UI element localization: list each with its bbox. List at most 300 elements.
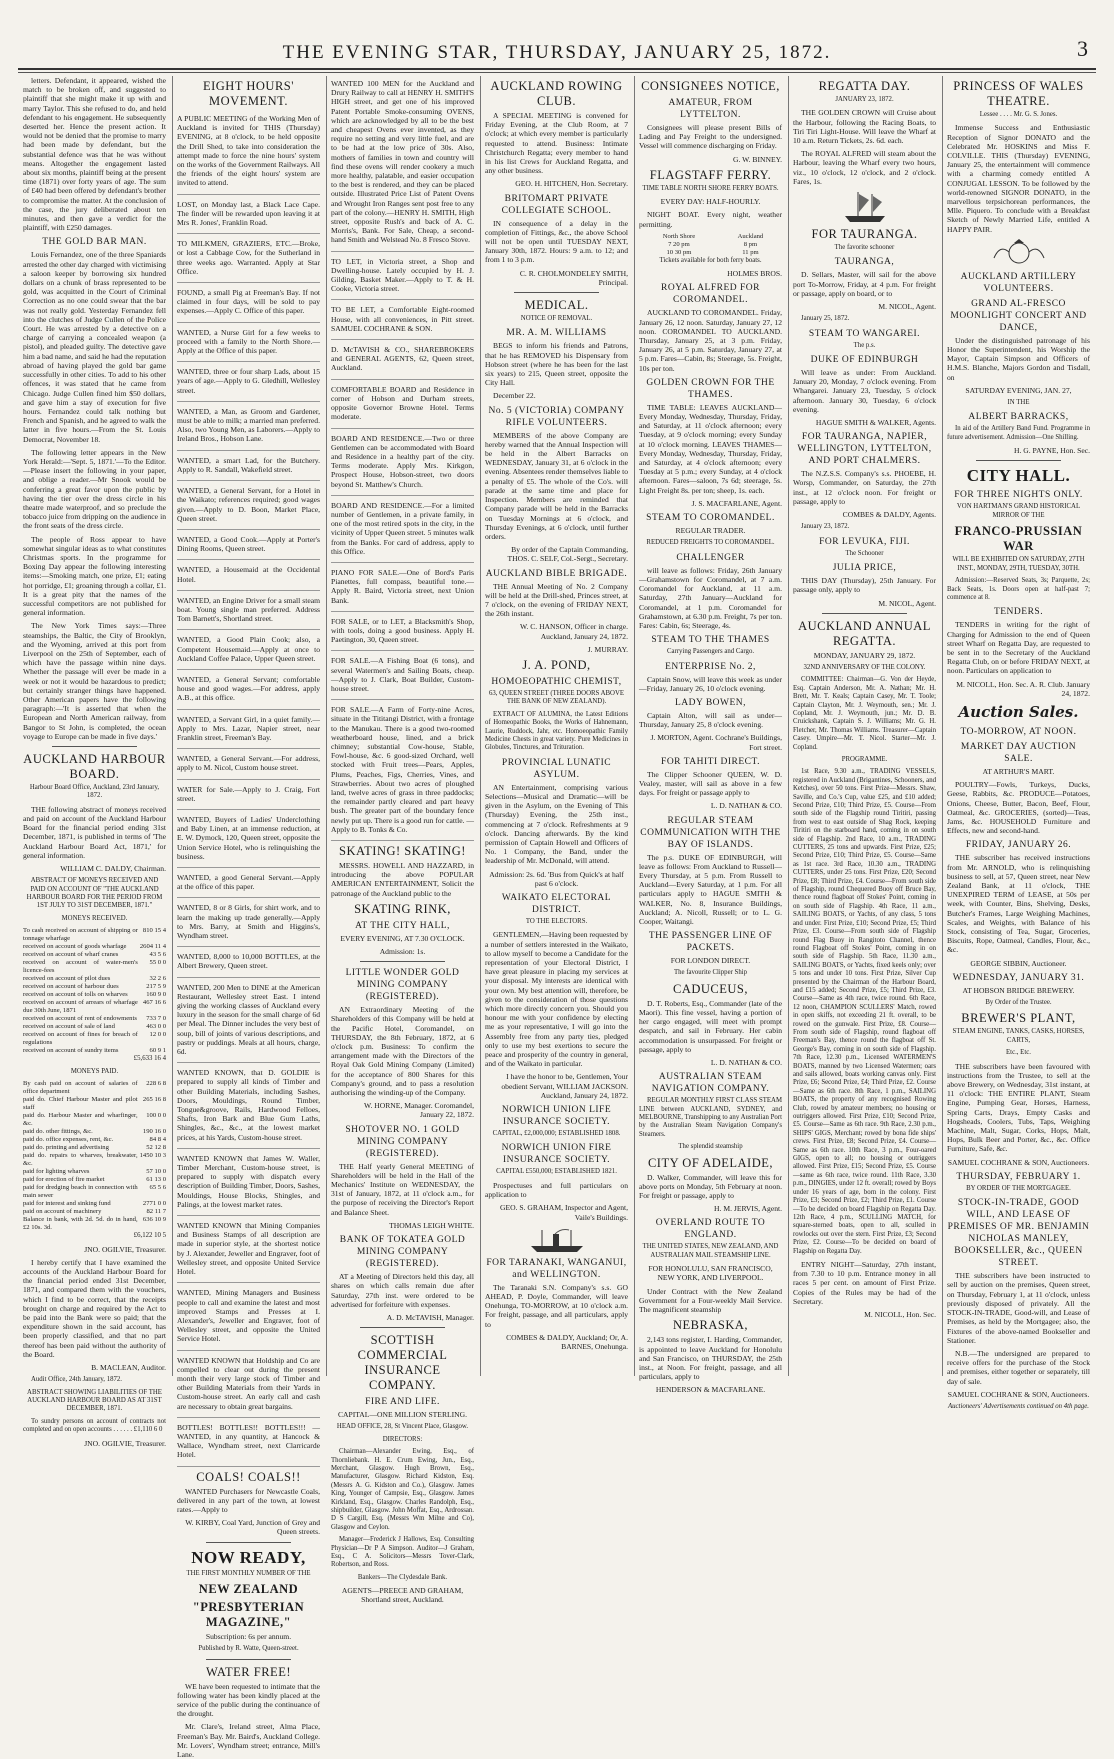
rowing-club-heading: AUCKLAND ROWING CLUB.: [490, 79, 623, 108]
nebraska-signature: HENDERSON & MACFARLANE.: [655, 1385, 766, 1395]
harbour-board-heading: AUCKLAND HARBOUR BOARD.: [23, 752, 166, 782]
coals-heading: COALS! COALS!!: [196, 1469, 301, 1484]
account-row: [23, 1208, 166, 1216]
account-item: received on account of tolls on wharves: [23, 991, 128, 999]
bay-of-islands-text: The p.s. DUKE OF EDINBURGH, will leave as follows: From Auckland to Russell—Every Thursday, at 5 p.m. From Russell to Auckland—Every Saturday, at 1 p.m. For all particulars apply to HAGUE SMITH & WALKER, No. 8, Insurance Buildings, Auckland; A. Nicoll, Russell; or to L. G. Cooper, Waitangi.: [639, 852, 782, 926]
julia-price-heading: JULIA PRICE,: [832, 563, 897, 574]
albert-barracks: ALBERT BARRACKS,: [968, 412, 1069, 423]
pond-subheading: HOMOEOPATHIC CHEMIST,: [491, 676, 622, 687]
classified-ad: [177, 812, 320, 868]
ferry-time: 8 pm: [743, 240, 758, 248]
account-amount: 82 11 7: [146, 1208, 166, 1216]
account-row: [23, 1176, 166, 1184]
artillery-signature: H. G. PAYNE, Hon. Sec.: [1013, 446, 1090, 456]
account-amount: 55 0 0: [149, 959, 166, 967]
entry-signature: M. NICOLL, Hon. Sec.: [864, 1309, 936, 1319]
overland-text: Under Contract with the New Zealand Government for a Four-weekly Mail Service. The magnificent steamship: [639, 1286, 782, 1315]
brewers-plant-heading: BREWER'S PLANT,: [961, 1011, 1076, 1026]
wangarei-heading: STEAM TO WANGAREI.: [808, 328, 921, 339]
shotover-heading: SHOTOVER NO. 1 GOLD MINING COMPANY (REGISTERED).: [345, 1124, 460, 1159]
classified-ad: [177, 712, 320, 750]
programme-races: 1st Race, 9.30 a.m., TRADING VESSELS, registered in Auckland (Brigantines, Schooners, and Ketches), over 50 tons. First Prize—Messrs. Shaw, Saville, and Co.'s Cup, value £25, and £10 added; Second Prize, £10; Third Prize, £5. Course—From south side of the Flagship round Tiritiri, passing from west to east outside of Shag Rock, keeping Tiritiri on the starboard hand, coming in on south side of Flagship. 2nd Race, 10 a.m., TRADING CUTTERS, 25 tons and upwards. First Prize, £25; Second Prize, £10; Third Prize, £5. Course—Same as 1st race. 3rd Race, 10.30 a.m., TRADING CUTTERS, under 25 tons. First Prize, £20; Second Prize, £8; Third Prize, £4. Course—From south side of Flagship, round Chequered Buoy off Bruce Bay, thence round flagboat off Stokes' Point, coming in on south side of Flagship. 4th Race, 11 a.m., SAILING BOATS, or Yachts, of any class, 5 tons and under. First Prize, £10; Second Prize, £5; Third Prize, £3. Course—From south side of Flagship round Flag Buoy in Rangitoto Channel, thence round Flagboat off Stokes' Point, coming in on south side of Flagship. 5th Race, 11.30 a.m., SAILING BOATS, or Yachts, fixed keels only; over 5 tons and under 10 tons. First Prize, Silver Cup presented by the Chairman of the Harbour Board, and £15 added; Second Prize, £5; Third Prize, £3. Course—Same as 4th race, twice round. 6th Race, 12 noon, CHAMPION SCULLERS' Match, rowed in open skiffs, not exceeding 21 ft. overall, to be rowed on the gunwale. First Prize, £8. Course—From south side of Flagship, round flagboat off Freeman's Bay, thence round the flagboat off St. George's Bay, coming in on south side of Flagship. 7th Race, 12.30 p.m., Licensed WATERMEN'S BOATS, manned by two Licensed Watermen; oars and sails allowed, boats working canvas only. First Prize, £6; Second Prize, £4; Third Prize, £2. Course—Same as 6th race. 8th Race, 1 p.m., SAILING BOATS, the property of any recognised Rowing Club, rowed by amateur members; no housing or outriggers allowed. First Prize, £10; Second Prize, £5. Course—Same as 6th race. 9th Race, 2.30 p.m., SHIPS' GIGS, Merchant; rowed by bona fide ships' crews. First Prize, £8; Second Prize, £4. Course—Same as 6th race. 10th Race, 3 p.m., Four-oared GIGS, open to all; no housing or outriggers allowed. First Prize, £15; Second Prize, £5. Course—same as 6th race, twice round. 11th Race, 3.30 p.m., DINGIES, under 12 ft. overall; rowed by Boys under 16 years of age, born in the colony. First Prize, £3; Second Prize, £2; Third Prize, £1. Course—To be decided on board Flagship on Regatta Day. 12th Race, 4 p.m., SCULLING MATCH, for square-sterned boats, open to all, sculled in rowlocks out over the stern. First Prize, £3; Second Prize, £2. Course—To be decided on board of Flagship on Regatta Day.: [793, 768, 936, 1255]
account-amount: 84 8 4: [149, 1136, 166, 1144]
classified-ad: [177, 562, 320, 590]
thursday-heading: THURSDAY, FEBRUARY 1.: [956, 1171, 1081, 1182]
publisher-text: Published by R. Watte, Queen-street.: [198, 1645, 299, 1653]
classified-ad-text: PIANO FOR SALE.—One of Bord's Paris Pianettes, full compass, beautiful tone.—Apply R. Baird, Victoria street, next Union Bank.: [331, 567, 474, 605]
caduceus-text: D. T. Roberts, Esq., Commander (late of the Maori). This fine vessel, having a portion of her cargo engaged, will meet with prompt despatch, and sail in February. Her cabin accommodation is unsurpassed. For freight or passage, apply to: [639, 998, 782, 1054]
wangarei-ship: DUKE OF EDINBURGH: [810, 355, 919, 366]
account-item: paid for interest and sinking fund: [23, 1200, 111, 1208]
shotover-text: THE Half yearly General MEETING of Shareholders will be held in the Hall of the Mechanics' Institute on WEDNESDAY, the 31st of January, 1872, at 11 o'clock a.m., for the purpose of receiving the Director's Report and Balance Sheet.: [331, 1161, 474, 1217]
classified-ad: [177, 532, 320, 560]
packets-heading: THE PASSENGER LINE OF PACKETS.: [648, 931, 773, 954]
eight-hours-heading: EIGHT HOURS' MOVEMENT.: [202, 79, 294, 108]
column-3: [328, 76, 477, 1605]
auction-sales-heading: Auction Sales.: [958, 702, 1079, 721]
account-amount: 61 13 0: [146, 1176, 166, 1184]
classified-ad-text: WANTED 100 MEN for the Auckland and Drury Railway to call at HENRY H. SMITH'S HIGH street, and get one of his improved Patent Portable Smoke-consuming OVENS, which are acknowledged by all to be the best and cheapest Ovens ever invented, as they require no setting and very little fuel, and are to be had at the low price of 30s. Also, mothers of families in town and country will find these ovens will render cookery a much more healthy, palatable, and easier occupation to the best is rendered, and they can be placed outside. Illustrated Price List of Patent Ovens and Wrought Iron Ranges sent post free to any part of the colony.—HENRY H. SMITH, High street, opposite Rush's and back of A. C. Morris's, Bank. For Sale, Cheap, a second-hand Smith and Welstead No. 8 Fresco Stove.: [331, 79, 474, 245]
by-order-trustee: By Order of the Trustee.: [985, 999, 1052, 1007]
account-amount: 463 0 0: [146, 1023, 166, 1031]
ferry-night-boat: NIGHT BOAT. Every night, weather permitting.: [639, 210, 782, 229]
classified-ad-text: WANTED, a Housemaid at the Occidental Hotel.: [177, 565, 320, 584]
account-item: received on account of water-men's licence-fees: [23, 959, 138, 975]
london-direct: FOR LONDON DIRECT.: [670, 956, 751, 966]
classified-ad-text: COMFORTABLE BOARD and Residence in corner of Hobson and Durham streets, opposite Governor Browne Hotel. Terms moderate.: [331, 384, 474, 422]
anniversary-text: 32ND ANNIVERSARY OF THE COLONY.: [803, 663, 926, 671]
account-amount: 60 9 1: [149, 1047, 166, 1055]
wednesday-heading: WEDNESDAY, JANUARY 31.: [952, 972, 1085, 983]
account-row: [23, 975, 166, 983]
pond-address: 63, QUEEN STREET (THREE DOORS ABOVE THE BANK OF NEW ZEALAND).: [488, 689, 625, 706]
classified-ad: [177, 870, 320, 898]
for-tauranga-napier-date: January 23, 1872.: [801, 523, 850, 531]
account-amount: 265 16 8: [142, 1096, 166, 1104]
masthead-rule-thin: [18, 72, 1096, 73]
account-row: [23, 1031, 166, 1047]
account-amount: 467 16 6: [142, 999, 166, 1007]
classified-ad: [177, 672, 320, 710]
ferry-time: 7 20 pm: [668, 240, 690, 248]
ferry-time: 11 pm: [742, 248, 759, 256]
account-item: Balance in bank, with 2d. 5d. do in hand, £2 10s. 3d.: [23, 1216, 138, 1232]
lady-bowen-text: Captain Alton, will sail as under—Thursday, January 25, 8 o'clock evening.: [639, 710, 782, 730]
water-free-text: WE have been requested to intimate that the following water has been kindly placed at the service of the public during the continuance of the drought.: [177, 1681, 320, 1719]
new-zealand-heading: NEW ZEALAND: [198, 1581, 299, 1596]
moneys-paid-table: [23, 1080, 166, 1232]
australian-steam-sub: REGULAR MONTHLY FIRST CLASS STEAM LINE between AUCKLAND, SYDNEY, and MELBOURNE, Transhipping to any Australian Port by the Australian Steam Navigation Company's Steamers.: [639, 1097, 782, 1138]
pond-text: EXTRACT OF ALUMINA, the Latest Editions of Homeopathic Books, the Works of Hahnemann, Laurie, Ruddock, Jahr, etc. Homoeopathic Family Medicine Chests in great variety. Pure Medicines in Globules, Tinctures, and Trituration.: [485, 710, 628, 752]
classified-ad: [331, 76, 474, 252]
harbour-board-office: Harbour Board Office, Auckland, 23rd January, 1872.: [29, 784, 160, 800]
section-rule: [206, 1542, 292, 1543]
classified-ad: [177, 900, 320, 947]
ferry-time: 10 30 pm: [666, 248, 692, 256]
account-amount: 160 9 0: [146, 991, 166, 999]
section-rule: [976, 460, 1062, 461]
classified-ad-text: WANTED KNOWN that Mining Companies and Business Stamps of all description are made in superior style, at the shortest notice by J. Alexander, Jeweller and Engraver, foot of Wellesley street, and opposite United Service Hotel.: [177, 1221, 320, 1277]
harbour-board-signature: WILLIAM C. DALDY, Chairman.: [60, 864, 166, 874]
tahiti-signature: L. D. NATHAN & CO.: [710, 801, 782, 811]
friday-sale-text: THE subscriber has received instructions from Mr. ARNOLD, who is relinquishing business to sell, at 57, Queen street, near New Zealand Bank, at 11 o'clock, THE UNEXPIRED TERM of LEASE, at 50s per week, with Counter, Bins, Shelving, Desks, Butcher's Frames, Large Weighing Machines, Scales, and Weights, with Balance of his Stock, consisting of Tea, Sugar, Groceries, Biscuits, Rope, Oatmeal, Candles, Flour, &c., &c.: [947, 853, 1090, 955]
medical-date: December 22.: [493, 391, 536, 401]
account-amount: 1450 10 3: [139, 1152, 166, 1160]
caduceus-heading: CADUCEUS,: [673, 981, 748, 996]
tokatea-signature: A. D. McTAVISH, Manager.: [386, 1312, 474, 1322]
account-row: [23, 1216, 166, 1232]
column-7: [944, 76, 1093, 1410]
account-row: [23, 999, 166, 1015]
tomorrow-at-noon: TO-MORROW, AT NOON.: [960, 726, 1077, 737]
account-row: [23, 1128, 166, 1136]
eight-hours-text: A PUBLIC MEETING of the Working Men of Auckland is invited for THIS (Thursday) EVENING, at 8 o'clock, to be held opposite the Drill Shed, to take into consideration the attempt made to force the nine hours' system on the works of the Government Railways. All the friends of the eight hours' system are invited to attend.: [177, 114, 320, 188]
classified-ad: [331, 653, 474, 700]
classified-ad-text: WANTED, Mining Managers and Business people to call and examine the latest and most improved Stamps and Presses at I. Alexander's, Jeweller and Engraver, foot of Wellesley street, and opposite the United Service Hotel.: [177, 1288, 320, 1344]
classified-ad-text: FOR SALE, or to LET, a Blacksmith's Shop, with tools, doing a good business. Apply H. Paetington, 30, Queen street.: [331, 616, 474, 645]
golden-crown-regatta-text: THE GOLDEN CROWN will Cruise about the Harbour, following the Racing Boats, to Tiri Tiri Light-House. Will leave the Wharf at 10 a.m. Return Tickets, 2s. 6d. each.: [793, 108, 936, 146]
tahiti-text: The Clipper Schooner QUEEN, W. D. Vealey, master, will sail as above in a few days. For freight or passage apply to: [639, 769, 782, 798]
account-row: [23, 1047, 166, 1055]
account-amount: 100 0 0: [146, 1112, 166, 1120]
little-wonder-heading: LITTLE WONDER GOLD MINING COMPANY (REGISTERED).: [345, 968, 460, 1003]
moneys-paid-heading: MONEYS PAID.: [70, 1067, 119, 1075]
account-item: received on account of sale of land: [23, 1023, 115, 1031]
account-item: By cash paid on account of salaries of office department: [23, 1080, 138, 1096]
classified-ad-text: WANTED, a General Servant, for a Hotel in the Waikato; references required; good wages given.—Apply to D. Boon, Market Place, Queen street.: [177, 486, 320, 523]
account-row: [23, 1023, 166, 1031]
classified-ad-text: WANTED KNOWN that Holdship and Co are compelled to clear out during the present month their very large stock of Timber and other Building Materials from their Yards in Custom-house street. An early call and cash are necessary to obtain great bargains.: [177, 1355, 320, 1411]
nebraska-heading: NEBRASKA,: [673, 1318, 748, 1333]
ferry-signature: HOLMES BROS.: [727, 269, 782, 279]
paid-total: £6,122 10 5: [133, 1232, 166, 1240]
ferry-row: [639, 249, 782, 257]
account-amount: 65 5 6: [149, 1184, 166, 1192]
classified-ad: [177, 285, 320, 323]
city-hall-admission: Admission:—Reserved Seats, 3s; Parquette, 2s; Back Seats, 1s. Doors open at half-past 7; commence at 8.: [947, 577, 1090, 601]
royal-crest-icon: [984, 238, 1054, 268]
market-day-heading: MARKET DAY AUCTION SALE.: [960, 741, 1077, 764]
stock-nb-text: N.B.—The undersigned are prepared to receive offers for the purchase of the Stock and premises, either together or separately, till day of sale.: [947, 1348, 1090, 1386]
water-free-list: Mr. Clare's, Ireland street, Alma Place, Freeman's Bay. Mr. Baird's, Auckland College. Mr. Lovers', Wyndham street; entrance, Mill's Lane.: [177, 1722, 320, 1759]
stock-in-trade-text: THE subscribers have been instructed to sell by auction on the premises, Queen street, on Thursday, February 1, at 11 o'clock, unless previously disposed of privately. All the STOCK-IN-TRADE, Good-will, and Lease of Premises, as held by the Mortgagee; also, the Fixtures of the above-named Bookseller and Stationer.: [947, 1271, 1090, 1345]
moneys-received-heading: MONEYS RECEIVED.: [61, 914, 128, 922]
removal-notice: NOTICE OF REMOVAL.: [520, 315, 593, 323]
waikato-heading: WAIKATO ELECTORAL DISTRICT.: [501, 893, 612, 916]
account-row: [23, 1136, 166, 1144]
classified-ad: [331, 254, 474, 301]
account-row: [23, 1015, 166, 1023]
classified-ad-text: WANTED, 8 or 8 Girls, for shirt work, and to learn the making up trade generally.—Apply to Mrs. Barry, at Smith and Higgins's, Wyndham street.: [177, 903, 320, 940]
account-row: [23, 1200, 166, 1208]
account-amount: 57 10 0: [146, 1168, 166, 1176]
account-item: received on account of goods wharfage: [23, 943, 127, 951]
audit-office-date: Audit Office, 24th January, 1872.: [31, 1376, 122, 1384]
skating-venue: AT THE CITY HALL,: [355, 920, 450, 931]
wangarei-text: Will leave as under: From Auckland. January 20, Monday, 7 o'clock evening. From Whangarei. January 23, Tuesday, 5 o'clock afternoon. January 30, Tuesday, 6 o'clock evening.: [793, 368, 936, 414]
consignees-subheading: AMATEUR, FROM LYTTELTON.: [668, 98, 753, 120]
classified-ad: [177, 632, 320, 670]
sailing-ship-icon: [840, 190, 890, 224]
classified-ad: [177, 980, 320, 1064]
taranaki-heading: FOR TARANAKI, WANGANUI, and WELLINGTON.: [486, 1257, 627, 1280]
norwich-fire-heading: NORWICH UNION FIRE INSURANCE SOCIETY.: [501, 1143, 612, 1166]
artillery-volunteers-heading: AUCKLAND ARTILLERY VOLUNTEERS.: [960, 271, 1077, 294]
account-item: paid do. Harbour Master and wharfinger, &c.: [23, 1112, 138, 1128]
section-rule: [206, 1659, 292, 1660]
account-row: [23, 943, 166, 951]
royal-alfred-text: AUCKLAND TO COROMANDEL. Friday, January 26, 12 noon. Saturday, January 27, 12 noon. COROMANDEL TO AUCKLAND. Thursday, January 25, at 3 p.m. Friday, January 26, at 5 p.m. Saturday, January 27, at 5 p.m. Fares—Cabin, 8s; Steerage, 5s. Freight, 10s per ton.: [639, 308, 782, 373]
account-row: [23, 927, 166, 943]
lunatic-asylum-admission: Admission: 2s. 6d. 'Bus from Quick's at half past 6 o'clock.: [489, 869, 624, 888]
masthead: [0, 36, 1114, 68]
gold-bar-story: Louis Fernandez, one of the three Spaniards arrested the other day charged with victimising a saloon keeper by borrowing six hundred dollars on a chunk of brass represented to be gold, was acquitted in the Court of Criminal Correction as no one could swear that the bar was not really gold. Yesterday Fernandez fell into the clutches of Judge Cullen of the Police Court. He was arrested by a detective on a charge of carrying a concealed weapon (a pistol), and pleaded guilty. The detective gave him a bad name, and said he had the reputation abroad of having played the gold bar game successfully in other cities. To add to his other offences, it was stated that he came from Chicago. Judge Cullen fined him $50 dollars, and gave him a stay of execution for five hours. Fernandez could talk nothing but French and Spanish, and he agreed to walk the latter in five hours.—From the St. Louis Democrat, November 18.: [23, 250, 166, 444]
city-of-adelaide-heading: CITY OF ADELAIDE,: [647, 1155, 774, 1170]
classified-ad: [331, 302, 474, 340]
section-rule: [360, 961, 446, 962]
tauranga-date: January 25, 1872.: [801, 315, 850, 323]
account-amount: 636 10 9: [142, 1216, 166, 1224]
enterprise-text: Captain Snow, will leave this week as under—Friday, January 26, 10 o'clock evening.: [639, 674, 782, 693]
presbyterian-magazine-heading: "PRESBYTERIAN MAGAZINE,": [192, 1599, 305, 1629]
classified-ad-text: TO LET, in Victoria street, a Shop and Dwelling-house. Lately occupied by H. J. Gilding, Basket Maker.—Apply to T. & H. Cooke, Victoria street.: [331, 256, 474, 294]
account-amount: 810 15 4: [142, 927, 166, 935]
scottish-capital: CAPITAL—ONE MILLION STERLING.: [337, 1410, 468, 1420]
account-amount: 217 5 9: [146, 983, 166, 991]
account-item: received on account of arrears of wharfage due 30th June, 1871: [23, 999, 138, 1015]
classified-ad-text: TO MILKMEN, GRAZIERS, ETC.—Broke, or lost a Cabbage Cow, for the Sutherland in three weeks ago. Warranted. Apply at Star Office.: [177, 239, 320, 276]
tauranga-heading: FOR TAURANGA.: [811, 227, 918, 242]
norwich-life-capital: CAPITAL, £2,000,000; ESTABLISHED 1808.: [492, 1130, 621, 1138]
account-row: [23, 959, 166, 975]
britomart-school-text: IN consequence of a delay in the completion of Fittings, &c., the above School will not be open until TUESDAY NEXT, January 30th, 1872. Hours: 9 a.m. to 12; and from 1 to 3 p.m.: [485, 218, 628, 265]
friday-heading: FRIDAY, JANUARY 26.: [965, 840, 1072, 851]
scottish-agents: AGENTS—PREECE AND GRAHAM, Shortland street, Auckland.: [341, 1586, 464, 1605]
classified-ad-text: TO BE LET, a Comfortable Eight-roomed House, with all conveniences, in Pitt street. SAMUEL COCHRANE & SON.: [331, 305, 474, 333]
norwich-text: Prospectuses and full particulars on application to: [485, 1180, 628, 1200]
classified-ad-text: WANTED, a Good Plain Cook; also, a Competent Housemaid.—Apply at once to Auckland Coffee Palace, Upper Queen street.: [177, 635, 320, 663]
tauranga-text: D. Sellars, Master, will sail for the above port To-Morrow, Friday, at 4 p.m. For freight or passage, apply on board, or to: [793, 270, 936, 298]
tauranga-ship: TAURANGA,: [834, 257, 895, 268]
levuka-text: THIS DAY (Thursday), 25th January. For passage only, apply to: [793, 576, 936, 595]
stock-in-trade-heading: STOCK-IN-TRADE, GOOD WILL, AND LEASE OF PREMISES OF MR. BENJAMIN NICHOLAS MANLEY, BOOKSELLER, &c., QUEEN STREET.: [947, 1198, 1090, 1269]
medical-text: BEGS to inform his friends and Patrons, that he has REMOVED his Dispensary from Hobson street (where he has been for the last six years) to 215, Queen street, opposite the City Hall.: [485, 341, 628, 388]
classified-ad-text: D. McTAVISH & CO., SHAREBROKERS and GENERAL AGENTS, 62, Queen street, Auckland.: [331, 345, 474, 373]
classified-ad: [177, 483, 320, 530]
levuka-heading: FOR LEVUKA, FIJI.: [819, 536, 910, 547]
franco-prussian-heading: FRANCO-PRUSSIAN WAR: [954, 524, 1083, 554]
rifle-volunteers-text: MEMBERS of the above Company are hereby warned that the Annual Inspection will be held in the Albert Barracks on WEDNESDAY, January 31, at 6 o'clock in the evening. Absentees render themselves liable to a penalty of £5. The whole of the Co's. will parade at the same time and place for Inspection. Members are reminded that Company parade will be held in the Barracks on Tuesday Mornings at 6 o'clock, and Thursday Evenings, at 6 o'clock, until further orders.: [485, 430, 628, 541]
regatta-date: JANUARY 23, 1872.: [835, 96, 894, 103]
pond-heading: J. A. POND,: [522, 657, 591, 672]
artillery-in-the: IN THE: [1007, 399, 1030, 407]
masthead-rule: [18, 68, 1096, 70]
tenders-heading: TENDERS.: [993, 607, 1044, 618]
account-item: paid do. printing and advertising: [23, 1144, 109, 1152]
treasurer-signature-2: JNO. OGILVIE, Treasurer.: [84, 1438, 166, 1448]
account-item: received on account of fines for breach of regulations: [23, 1031, 138, 1047]
classified-ad: [177, 1353, 320, 1418]
three-nights-heading: FOR THREE NIGHTS ONLY.: [954, 490, 1083, 501]
account-amount: 190 16 0: [142, 1128, 166, 1136]
account-amount: 2771 0 0: [142, 1200, 166, 1208]
auditor-certificate: I hereby certify that I have examined the accounts of the Auckland Harbour Board for the financial period ended 31st December, 1871, and compared them with the vouchers, which I find to be correct, that the receipts brought on charge and required by the Act to be paid into the Bank were so paid; that the expenditure shown in the said account, has been properly classified, and that no part thereof has been paid without the authority of the Board.: [23, 1257, 166, 1359]
classified-ad: [177, 1065, 320, 1149]
ny-times-story: The New York Times says:—Three steamships, the Baltic, the City of Brooklyn, and the Wyoming, arrived at this port from Liverpool on the 25th of September, each of which have the passage within nine days. Whether the passage will ever be made in a week or not it would be hazardous to predict; but certainly stranger things have happened. Other American papers have the following paragraph:—'It is asserted that when the European and North American railway, from Bangor to St John, is completed, the ocean voyage to Europe can be made in five days.': [23, 621, 166, 741]
challenger-heading: CHALLENGER: [676, 552, 745, 563]
classified-ad-text: WANTED, a Man, as Groom and Gardener, must be able to milk; a married man preferred. Also, two Young Men, as Laborers.—Apply to Ireland Bros., Hobson Lane.: [177, 406, 320, 444]
ross-sports-story: The people of Ross appear to have somewhat singular ideas as to what constitutes Christmas sports. In the programme for Boxing Day appear the following interesting items:—Smoking match, one prize, £1; eating hot porridge, £1; groaning through a collar, £1. It is a great pity that the names of the successful competitors are not published for general information.: [23, 534, 166, 618]
tenders-signature: M. NICOLL, Hon. Sec. A. R. Club. January 24, 1872.: [956, 679, 1090, 698]
shotover-signature: THOMAS LEIGH WHITE.: [389, 1220, 474, 1230]
harbour-board-text: THE following abstract of moneys received and paid on account of the Auckland Harbour Board for the financial period ending 31st December, 1871, is published in terms of 'The Auckland Harbour Board Act, 1871,' for general information.: [23, 804, 166, 860]
williams-name: MR. A. M. WILLIAMS: [506, 328, 607, 339]
levuka-signature: M. NICOL, Agent.: [878, 598, 936, 608]
rowing-club-text: A SPECIAL MEETING is convened for Friday Evening, at the Club Room, at 7 o'clock; at which every member is particularly requested to attend. Business: Intimate Christchurch Regatta; every member to hand in his list Crews for Auckland Regatta, and any other business.: [485, 111, 628, 176]
waikato-to-electors: TO THE ELECTORS.: [525, 918, 588, 926]
steam-thames-sub: Carrying Passengers and Cargo.: [666, 648, 755, 656]
ny-herald-story: The following letter appears in the New York Herald:—'Sept. 5, 1871.'—To the Editor.—Please insert the following in your paper, and oblige a reader.—Mr Snook would be conferring a great favor upon the public by having the tier over the dress circle in his theatre made waterproof, and so preclude the tobacco juice from dripping on the audience in the front seats of the dress circle.: [23, 447, 166, 531]
column-5: [636, 76, 785, 1395]
australian-steam-heading: AUSTRALIAN STEAM NAVIGATION COMPANY.: [651, 1072, 770, 1095]
directors-heading: DIRECTORS:: [382, 1435, 423, 1443]
account-row: [23, 1080, 166, 1096]
classified-ad-text: WANTED KNOWN, that D. GOLDIE is prepared to supply all kinds of Timber and other Building Materials, including Sashes, Doors, Mouldings, Round Timber, Tongue&groove, Rails, Hardwood Felloes, Shafts, Iron Bark and Blue Gum Laths, Shingles, &c., &c., at the lowest market prices, at his Yards, Custom-house street.: [177, 1068, 320, 1142]
section-rule: [52, 746, 138, 747]
skating-text: MESSRS. HOWELL AND HAZZARD, in introducing the above POPULAR AMERICAN ENTERTAINMENT, Solicit the patronage of the Auckland public to the: [331, 861, 474, 898]
medical-heading: MEDICAL.: [524, 298, 589, 313]
ferry-column-header: North Shore: [662, 232, 696, 240]
mortgagee-order: BY ORDER OF THE MORTGAGEE.: [966, 1184, 1071, 1192]
classified-ad-text: WANTED, Buyers of Ladies' Underclothing and Baby Linen, at an immense reduction, at E. W. Dymock, 120, Queen street, opposite the Union Service Hotel, who is relinquishing the business.: [177, 814, 320, 861]
classified-ad-text: WANTED, 200 Men to DINE at the American Restaurant, Wellesley street East. I intend giving the working classes of Auckland every luxury in the season for the small charge of 6d per Meal. The Dinner includes the very best of soup, bill of joints of various descriptions, and pastry or puddings. Meals at all hours, charge, 6d.: [177, 982, 320, 1057]
fire-and-life: FIRE AND LIFE.: [365, 1397, 440, 1408]
account-amount: 43 5 6: [149, 951, 166, 959]
little-wonder-text: AN Extraordinary Meeting of the Shareholders of this Company will be held at the Pacific Hotel, Coromandel, on THURSDAY, the 8th February, 1872, at 6 o'clock p.m. Business: To confirm the arrangement made with the Directors of the Royal Oak Gold Mining Company (Limited) for the acceptance of 800 Shares for this Company's ground, and to pass a resolution authorising the winding-up of the Company.: [331, 1005, 474, 1098]
challenger-text: will leave as follows: Friday, 26th January—Grahamstown for Coromandel, at 7 a.m. Coromandel for Auckland, at 11 a.m. Saturday, 27th January—Auckland for Coromandel, at 1 p.m. Coromandel for Grahamstown, at 6.30 p.m. Freight, 7s per ton. Fares: Cabin, 6s; Steerage, 4s.: [639, 565, 782, 630]
newspaper-title: THE EVENING STAR, THURSDAY, JANUARY 25, 1872.: [282, 42, 832, 63]
golden-crown-heading: GOLDEN CROWN FOR THE THAMES.: [646, 377, 775, 400]
classified-ad: [177, 453, 320, 481]
water-free-heading: WATER FREE!: [205, 1664, 291, 1679]
classified-ad: [177, 236, 320, 283]
classified-ad-text: WANTED, a Servant Girl, in a quiet family.—Apply to Mrs. Lazar, Napier street, near Franklin street, Freeman's Bay.: [177, 714, 320, 742]
page-number: 3: [1077, 36, 1088, 61]
account-item: received on account of rent of endowments: [23, 1015, 137, 1023]
overland-heading: OVERLAND ROUTE TO ENGLAND.: [655, 1218, 766, 1241]
classified-ad: [177, 1420, 320, 1467]
account-item: paid do. other fittings, &c.: [23, 1128, 93, 1136]
column-4: [482, 76, 631, 1380]
first-number-text: THE FIRST MONTHLY NUMBER OF THE: [186, 1569, 311, 1577]
steamship-icon: [527, 1226, 587, 1254]
norwich-fire-capital: CAPITAL £550,000; ESTABLISHED 1821.: [496, 1168, 617, 1176]
section-rule: [822, 613, 908, 614]
account-row: [23, 1168, 166, 1176]
gold-bar-heading: THE GOLD BAR MAN.: [42, 237, 147, 248]
account-item: paid for erection of fire market: [23, 1176, 105, 1184]
classified-ad: [177, 404, 320, 451]
classified-ad-text: WATER for Sale.—Apply to J. Craig, Fort street.: [177, 784, 320, 803]
account-row: [23, 983, 166, 991]
account-amount: 733 7 0: [146, 1015, 166, 1023]
coals-signature: W. KIRBY, Coal Yard, Junction of Grey and Queen streets.: [185, 1518, 320, 1537]
rifle-volunteers-signature: By order of the Captain Commanding, THOS. C. SELF, Col.-Sergt., Secretary.: [507, 545, 628, 564]
moneys-received-table: [23, 927, 166, 1055]
classified-ad-text: BOARD AND RESIDENCE.—For a limited number of Gentlemen, in a private family, in one of the most retired spots in the city, in the vicinity of Upper Queen street. 5 minutes walk from the Banks. For card of address, apply to this Office.: [331, 500, 474, 556]
abstract-heading: ABSTRACT OF MONEYS RECEIVED AND PAID ON ACCOUNT OF "THE AUCKLAND HARBOUR BOARD FOR THE PERIOD FROM 1ST JULY TO 31ST DECEMBER, 1871.": [26, 877, 163, 910]
account-item: paid for dredging beach in connection with main sewer: [23, 1184, 138, 1200]
bible-brigade-heading: AUCKLAND BIBLE BRIGADE.: [485, 568, 628, 579]
for-tauranga-napier-signature: COMBES & DALDY, Agents.: [842, 510, 936, 520]
coals-text: WANTED Purchasers for Newcastle Coals, delivered in any part of the town, at lowest rates.—Apply to: [177, 1486, 320, 1514]
section-rule: [514, 292, 600, 293]
rowing-club-signature: GEO. H. HITCHEN, Hon. Secretary.: [515, 179, 628, 189]
classified-ad-text: WANTED, an Engine Driver for a small steam boat. Young single man preferred. Address Tom Barnett's, Shortland street.: [177, 595, 320, 624]
column-6: [790, 76, 939, 1380]
section-rule: [360, 1327, 446, 1328]
adelaide-text: D. Walker, Commander, will leave this for above ports on Monday, 5th February at noon. For freight or passage, apply to: [639, 1172, 782, 1201]
consignees-signature: G. W. BINNEY.: [732, 154, 782, 164]
ferry-header-row: [639, 233, 782, 241]
classified-ad: [331, 342, 474, 380]
steam-thames-heading: STEAM TO THE THAMES: [651, 635, 770, 646]
tahiti-heading: FOR TAHITI DIRECT.: [661, 756, 760, 767]
morton-signature: J. MORTON, Agent. Cochrane's Buildings, Fort street.: [650, 733, 782, 752]
australian-ship-intro: The splendid steamship: [678, 1143, 743, 1151]
account-item: paid do. Chief Harbour Master and pilot staff: [23, 1096, 138, 1112]
lunatic-asylum-heading: PROVINCIAL LUNATIC ASYLUM.: [501, 757, 612, 780]
now-ready-heading: NOW READY,: [191, 1547, 306, 1567]
account-item: received on account of pilot dues: [23, 975, 111, 983]
nebraska-text: 2,143 tons register, I. Harding, Commander, is appointed to leave Auckland for Honolulu and San Francisco, on THURSDAY, the 25th inst., at Noon. For freight, passage, and all particulars, apply to: [639, 1335, 782, 1382]
classified-ad-text: WANTED, a Good Cook.—Apply at Porter's Dining Rooms, Queen street.: [177, 534, 320, 554]
account-item: paid for lighting wharves: [23, 1168, 90, 1176]
received-total: £5,633 16 4: [133, 1055, 166, 1063]
classified-ads-list: [177, 197, 320, 1467]
von-hartman-text: VON HARTMAN'S GRAND HISTORICAL MIRROR OF THE: [956, 503, 1081, 519]
brewers-plant-etc: Etc., Etc.: [1006, 1049, 1031, 1057]
tauranga-signature: M. NICOL, Agent.: [878, 302, 936, 312]
ferry-tickets-note: Tickets available for both ferry boats.: [659, 256, 762, 264]
brewers-plant-sub: STEAM ENGINE, TANKS, CASKS, HORSES, CARTS,: [952, 1028, 1085, 1044]
classified-ad-text: FOR SALE.—A Farm of Forty-nine Acres, situate in the Tititangi District, with a frontage to the Manukau. There is a good two-roomed weatherboard house, lined, and a brick chimney; substantial Cow-house, Stable, Fowl-house, &c. 6 good-sized Orchard, well stocked with Fruit trees—Pears, Apples, Plums, Peaches, Figs, Cherries, Vines, and Strawberries. About two acres of ploughed land, twelve acres of grass in three paddocks; the remainder partly cleared and part heavy bush. The greater part of the boundary fence newly put up. There is a good run for cattle. —Apply to B. Tonks & Co.: [331, 705, 474, 834]
norwich-signature: GEO. S. GRAHAM, Inspector and Agent, Vaile's Buildings.: [499, 1203, 628, 1222]
column-divider: [326, 76, 327, 1376]
bible-brigade-murray: J. MURRAY.: [587, 644, 628, 654]
regatta-day-heading: REGATTA DAY.: [818, 79, 911, 93]
column-2: [174, 76, 323, 1759]
breach-of-promise-story: letters. Defendant, it appeared, wished the match to be broken off, and suggested to plaintiff that she might make it up with and marry Taylor. This she refused to do, and held defendant to his engagement. He subsequently deserted her. Hence the present action. It would not be denied that the promise to marry had been made by defendant, but the substantial defence was that he was without means. Altogether the engagement lasted about six months, plaintiff being at the present time (1871) over forty years of age. The sum of £40 had been offered by defendant's brother to compromise the matter. At the conclusion of the case, the jury deliberated about ten minutes, and then gave a verdict for the plaintiff, with £250 damages.: [23, 76, 166, 233]
artillery-volunteers-date: SATURDAY EVENING, JAN. 27,: [965, 385, 1072, 395]
scottish-bankers: Bankers—The Clydesdale Bank.: [357, 1573, 448, 1581]
scottish-head-office: HEAD OFFICE, 28, St Vincent Place, Glasgow.: [336, 1423, 469, 1431]
column-1: [20, 76, 169, 1448]
caduceus-intro: The favourite Clipper Ship: [673, 969, 748, 977]
account-item: paid on account of machinery: [23, 1208, 102, 1216]
moonlight-concert-heading: GRAND AL-FRESCO MOONLIGHT CONCERT AND DANCE,: [950, 298, 1087, 333]
annual-regatta-heading: AUCKLAND ANNUAL REGATTA.: [798, 618, 931, 648]
classified-ad-text: WANTED, a General Servant; comfortable house and good wages.—For address, apply A.B., at this office.: [177, 674, 320, 703]
golden-crown-text: TIME TABLE: LEAVES AUCKLAND—Every Monday, Wednesday, Thursday, Friday, and Saturday, at 11 o'clock afternoon; every Tuesday, at 9 o'clock morning; every Sunday at 10 o'clock morning. LEAVES THAMES—Every Monday, Wednesday, Thursday, Friday, and Saturday, at 4 o'clock afternoon; every Tuesday at 5 p.m.; every Sunday, at 4 o'clock afternoon. Fares—saloon, 7s 6d; steerage, 5s. Light Freight 8s. per ton; sheep, 1s. each.: [639, 402, 782, 495]
entry-night: ENTRY NIGHT—Saturday, 27th instant, from 7.30 to 10 p.m. Entrance money in all races 5 per cent. on amount of First Prize. Copies of the Rules may be had of the Secretary.: [793, 1259, 936, 1306]
treasurer-signature: JNO. OGILVIE, Treasurer.: [84, 1244, 166, 1254]
city-hall-heading: CITY HALL.: [966, 466, 1071, 486]
subscription-text: Subscription: 6s per annum.: [205, 1631, 292, 1641]
column-divider: [942, 76, 943, 1376]
classified-ad: [177, 197, 320, 235]
column-divider: [172, 76, 173, 1376]
